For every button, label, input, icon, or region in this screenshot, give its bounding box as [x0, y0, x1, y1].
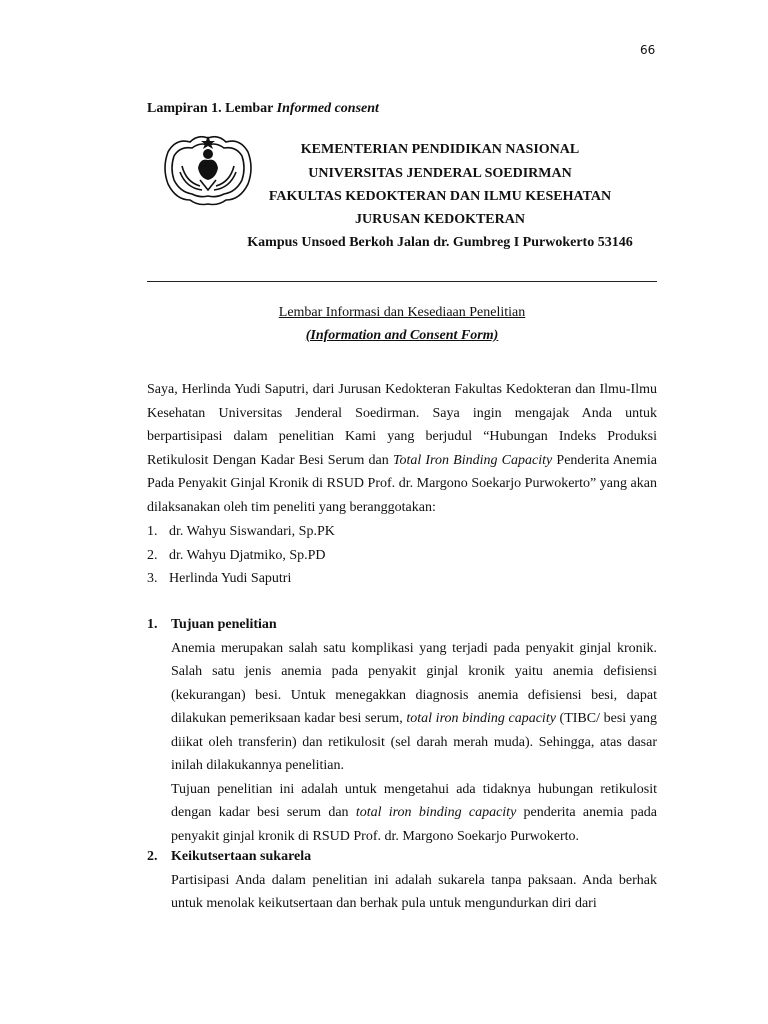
section-research-purpose [147, 613, 657, 848]
research-team-list [147, 520, 335, 591]
letterhead-address: Kampus Unsoed Berkoh Jalan dr. Gumbreg I Purwokerto 53146 [247, 235, 633, 250]
team-member-number: 2. [147, 547, 158, 563]
section-text: penderita anemia pada penyakit ginjal kronik di RSUD Prof. dr. Margono Soekarjo Purwokerto. [171, 805, 658, 844]
section-text-italic: total iron binding capacity [406, 711, 556, 726]
section-heading [147, 613, 657, 637]
section-heading-text: Keikutsertaan sukarela [171, 849, 312, 864]
appendix-title-prefix: Lampiran 1. Lembar [147, 101, 274, 116]
page-number: 66 [640, 43, 656, 57]
form-subtitle: (Information and Consent Form) [305, 328, 499, 343]
section-number: 2. [147, 849, 158, 864]
section-paragraph [147, 778, 657, 849]
letterhead-divider [147, 281, 657, 282]
intro-text-a: Saya, Herlinda Yudi Saputri, dari Jurusan Kedokteran Fakultas Kedokteran dan Ilmu-Ilmu Kesehatan Universitas Jenderal Soedirman. Saya ingin mengajak Anda untuk berpartisipasi dalam penelitian Kami yang berjudul “Hubungan Indeks Produksi Retikulosit Dengan Kadar Besi Serum dan [147, 382, 657, 468]
appendix-title [147, 101, 379, 117]
letterhead-department: JURUSAN KEDOKTERAN [355, 212, 525, 227]
section-text: Anemia merupakan salah satu komplikasi yang terjadi pada penyakit ginjal kronik. Salah satu jenis anemia pada penyakit ginjal kronik yaitu anemia defisiensi (kekurangan) besi. Untuk menegakkan diagnosis anemia defisiensi besi, dapat dilakukan pemeriksaan kadar besi serum, [171, 640, 657, 726]
section-paragraph [147, 637, 657, 778]
section-number: 1. [147, 617, 158, 632]
letterhead-ministry: KEMENTERIAN PENDIDIKAN NASIONAL [300, 142, 580, 157]
intro-paragraph [147, 378, 657, 519]
section-voluntary-participation [147, 845, 657, 916]
section-heading-text: Tujuan penelitian [171, 617, 277, 632]
team-member [147, 520, 335, 544]
intro-text-b: Penderita Anemia Pada Penyakit Ginjal Kronik di RSUD Prof. dr. Margono Soekarjo Purwokerto” yang akan dilaksanakan oleh tim peneliti yang beranggotakan: [147, 452, 658, 515]
section-text: (TIBC/ besi yang diikat oleh transferin) dan retikulosit (sel darah merah muda). Sehingga, atas dasar inilah dilakukannya penelitian. [171, 711, 657, 773]
team-member-number: 1. [147, 524, 158, 539]
team-member [147, 567, 335, 591]
letterhead-university: UNIVERSITAS JENDERAL SOEDIRMAN [308, 166, 572, 181]
section-paragraph: Partisipasi Anda dalam penelitian ini adalah sukarela tanpa paksaan. Anda berhak untuk menolak keikutsertaan dan berhak pula untuk mengundurkan diri dari [171, 872, 657, 911]
section-text-italic: total iron binding capacity [355, 805, 517, 820]
appendix-title-italic: Informed consent [276, 101, 379, 116]
section-text: Tujuan penelitian ini adalah untuk mengetahui ada tidaknya hubungan retikulosit dengan kadar besi serum dan [171, 781, 657, 820]
letterhead-faculty: FAKULTAS KEDOKTERAN DAN ILMU KESEHATAN [268, 189, 612, 204]
team-member-name: Herlinda Yudi Saputri [169, 571, 292, 586]
team-member [147, 544, 335, 568]
intro-text-italic: Total Iron Binding Capacity [392, 452, 553, 468]
team-member-name: dr. Wahyu Siswandari, Sp.PK [169, 524, 335, 539]
team-member-number: 3. [147, 571, 158, 586]
form-title: Lembar Informasi dan Kesediaan Penelitian [278, 305, 526, 320]
team-member-name: dr. Wahyu Djatmiko, Sp.PD [169, 547, 326, 563]
section-heading [147, 845, 657, 869]
